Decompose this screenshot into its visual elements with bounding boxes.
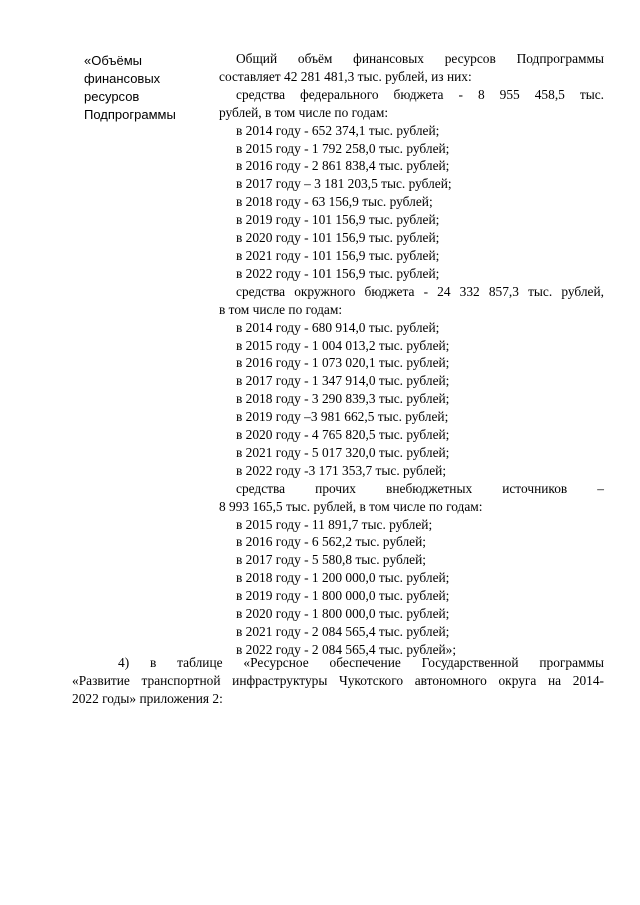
other-year-item: в 2021 году - 2 084 565,4 тыс. рублей; [236, 624, 450, 639]
district-year-item: в 2017 году - 1 347 914,0 тыс. рублей; [236, 373, 450, 389]
other-year-item: в 2017 году - 5 580,8 тыс. рублей; [236, 552, 426, 568]
district-year-item: в 2019 году –3 981 662,5 тыс. рублей; [236, 409, 449, 425]
amendment-paragraph [72, 654, 604, 708]
district-year-item: в 2016 году - 1 073 020,1 тыс. рублей; [236, 355, 450, 371]
other-sources-line: 8 993 165,5 тыс. рублей, в том числе по годам: [219, 498, 483, 514]
funding-description [219, 50, 604, 659]
other-sources-line: средства прочих внебюджетных источников – [236, 480, 604, 496]
other-year-item: в 2019 году - 1 800 000,0 тыс. рублей; [236, 588, 450, 604]
federal-year-item: в 2021 году - 101 156,9 тыс. рублей; [236, 247, 440, 263]
intro-line: составляет 42 281 481,3 тыс. рублей, из них: [219, 68, 472, 84]
left-label-line: «Объёмы [84, 53, 142, 68]
left-label-line: Подпрограммы [84, 107, 176, 122]
district-year-item: в 2015 году - 1 004 013,2 тыс. рублей; [236, 337, 450, 353]
left-label-line: ресурсов [84, 89, 140, 104]
other-year-item: в 2022 году - 2 084 565,4 тыс. рублей»; [236, 641, 457, 657]
intro-line: Общий объём финансовых ресурсов Подпрограммы [236, 51, 604, 66]
federal-budget-line: рублей, в том числе по годам: [219, 104, 389, 120]
other-year-item: в 2016 году - 6 562,2 тыс. рублей; [236, 534, 426, 550]
federal-year-item: в 2016 году - 2 861 838,4 тыс. рублей; [236, 158, 450, 174]
federal-year-item: в 2017 году – 3 181 203,5 тыс. рублей; [236, 176, 452, 192]
paragraph-line: «Развитие транспортной инфраструктуры Чукотского автономного округа на 2014- [72, 673, 604, 688]
paragraph-line: 4) в таблице «Ресурсное обеспечение Государственной программы [118, 655, 604, 670]
other-year-item: в 2018 году - 1 200 000,0 тыс. рублей; [236, 570, 450, 586]
district-year-item: в 2021 году - 5 017 320,0 тыс. рублей; [236, 444, 450, 460]
left-label-line: финансовых [84, 71, 161, 86]
district-year-item: в 2022 году -3 171 353,7 тыс. рублей; [236, 462, 447, 478]
federal-year-item: в 2014 году - 652 374,1 тыс. рублей; [236, 122, 440, 138]
district-budget-line: средства окружного бюджета - 24 332 857,3 тыс. рублей, [236, 283, 604, 299]
district-year-item: в 2018 году - 3 290 839,3 тыс. рублей; [236, 391, 450, 407]
other-year-item: в 2020 году - 1 800 000,0 тыс. рублей; [236, 606, 450, 622]
district-year-item: в 2014 году - 680 914,0 тыс. рублей; [236, 319, 440, 335]
federal-budget-line: средства федерального бюджета - 8 955 458,5 тыс. [236, 86, 604, 102]
federal-year-item: в 2018 году - 63 156,9 тыс. рублей; [236, 194, 433, 210]
paragraph-line: 2022 годы» приложения 2: [72, 691, 223, 706]
other-year-item: в 2015 году - 11 891,7 тыс. рублей; [236, 516, 433, 532]
federal-year-item: в 2020 году - 101 156,9 тыс. рублей; [236, 230, 440, 246]
district-year-item: в 2020 году - 4 765 820,5 тыс. рублей; [236, 427, 450, 443]
district-budget-line: в том числе по годам: [219, 301, 343, 317]
left-label [84, 52, 204, 124]
federal-year-item: в 2015 году - 1 792 258,0 тыс. рублей; [236, 140, 450, 156]
federal-year-item: в 2019 году - 101 156,9 тыс. рублей; [236, 212, 440, 228]
federal-year-item: в 2022 году - 101 156,9 тыс. рублей; [236, 265, 440, 281]
